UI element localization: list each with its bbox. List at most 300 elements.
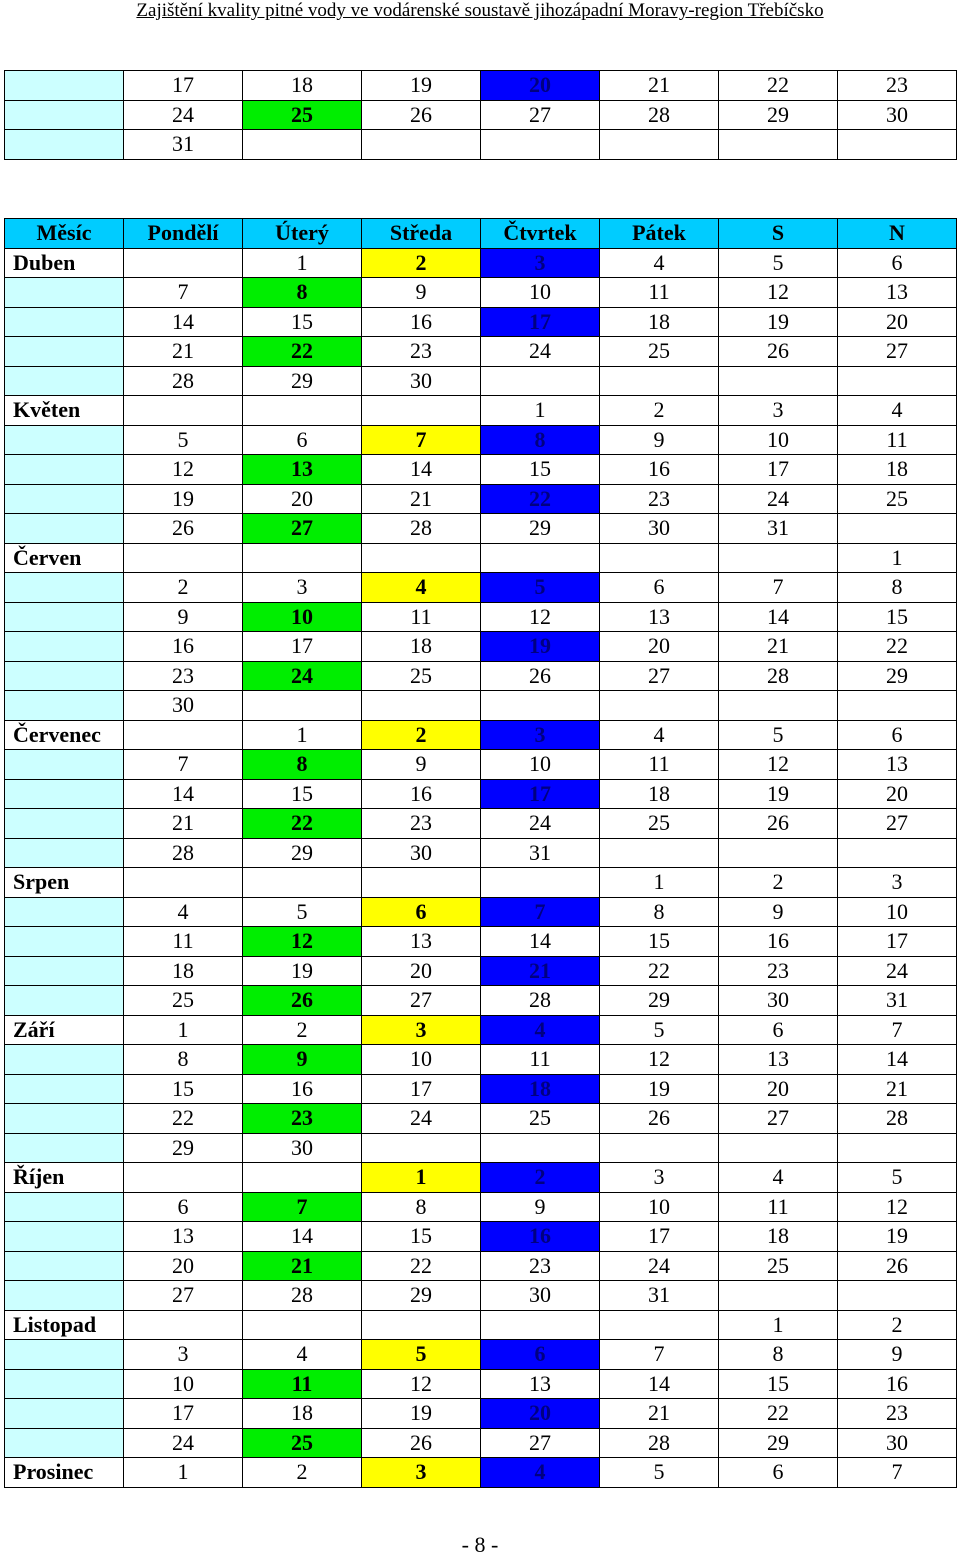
day-cell-highlighted-yellow: 3 [362, 1015, 481, 1045]
day-cell: 9 [600, 425, 719, 455]
day-cell: 31 [124, 130, 243, 160]
day-cell-highlighted-blue: 5 [481, 573, 600, 603]
day-cell: 24 [362, 1104, 481, 1134]
day-cell-highlighted-yellow: 4 [362, 573, 481, 603]
day-cell: 22 [719, 71, 838, 101]
month-cell-empty [5, 366, 124, 396]
day-cell-highlighted-yellow: 2 [362, 720, 481, 750]
day-cell: 29 [481, 514, 600, 544]
day-cell-highlighted-green: 22 [243, 337, 362, 367]
month-cell-empty [5, 956, 124, 986]
day-cell: 16 [719, 927, 838, 957]
day-cell: 16 [243, 1074, 362, 1104]
day-cell [243, 1163, 362, 1193]
day-cell: 24 [600, 1251, 719, 1281]
month-label: Červen [5, 543, 124, 573]
day-cell: 4 [124, 897, 243, 927]
month-cell-empty [5, 337, 124, 367]
day-cell-highlighted-green: 11 [243, 1369, 362, 1399]
day-cell: 15 [600, 927, 719, 957]
day-cell: 1 [600, 868, 719, 898]
calendar-week-row [5, 1192, 957, 1222]
calendar-week-row [5, 1222, 957, 1252]
month-cell-empty [5, 750, 124, 780]
day-cell-highlighted-yellow: 2 [362, 248, 481, 278]
day-cell [838, 130, 957, 160]
day-cell: 15 [481, 455, 600, 485]
day-cell [481, 691, 600, 721]
month-label: Duben [5, 248, 124, 278]
day-cell-highlighted-green: 24 [243, 661, 362, 691]
month-cell-empty [5, 1192, 124, 1222]
day-cell: 26 [600, 1104, 719, 1134]
day-cell: 8 [719, 1340, 838, 1370]
column-header: Středa [362, 219, 481, 249]
day-cell: 19 [600, 1074, 719, 1104]
day-cell: 24 [719, 484, 838, 514]
day-cell [600, 838, 719, 868]
calendar-week-row [5, 1369, 957, 1399]
day-cell: 12 [362, 1369, 481, 1399]
day-cell-highlighted-green: 25 [243, 1428, 362, 1458]
day-cell: 19 [362, 71, 481, 101]
day-cell: 9 [362, 278, 481, 308]
day-cell [600, 1133, 719, 1163]
day-cell: 29 [719, 100, 838, 130]
day-cell: 30 [838, 1428, 957, 1458]
day-cell: 17 [124, 1399, 243, 1429]
day-cell [481, 868, 600, 898]
day-cell: 7 [600, 1340, 719, 1370]
calendar-week-row [5, 543, 957, 573]
calendar-week-row [5, 927, 957, 957]
day-cell-highlighted-green: 8 [243, 278, 362, 308]
day-cell [124, 868, 243, 898]
calendar-week-row [5, 71, 957, 101]
day-cell: 28 [243, 1281, 362, 1311]
month-cell-empty [5, 809, 124, 839]
month-cell-empty [5, 779, 124, 809]
month-cell-empty [5, 1104, 124, 1134]
day-cell: 1 [243, 720, 362, 750]
day-cell: 10 [719, 425, 838, 455]
day-cell: 3 [719, 396, 838, 426]
day-cell: 18 [362, 632, 481, 662]
day-cell: 2 [600, 396, 719, 426]
calendar-week-row [5, 661, 957, 691]
day-cell: 7 [838, 1015, 957, 1045]
day-cell: 23 [719, 956, 838, 986]
day-cell: 20 [243, 484, 362, 514]
day-cell: 25 [362, 661, 481, 691]
day-cell: 27 [481, 1428, 600, 1458]
day-cell: 31 [719, 514, 838, 544]
day-cell: 3 [600, 1163, 719, 1193]
day-cell: 17 [124, 71, 243, 101]
document-title: Zajištění kvality pitné vody ve vodárenské soustavě jihozápadní Moravy-region Třebíčsko [136, 0, 824, 21]
day-cell [243, 396, 362, 426]
day-cell: 1 [124, 1458, 243, 1488]
day-cell [124, 1163, 243, 1193]
day-cell: 8 [600, 897, 719, 927]
day-cell [719, 366, 838, 396]
day-cell: 28 [362, 514, 481, 544]
day-cell: 1 [124, 1015, 243, 1045]
calendar-week-row [5, 484, 957, 514]
day-cell [600, 130, 719, 160]
day-cell: 1 [481, 396, 600, 426]
day-cell: 21 [719, 632, 838, 662]
calendar-week-row [5, 366, 957, 396]
day-cell [600, 366, 719, 396]
day-cell: 5 [719, 720, 838, 750]
day-cell-highlighted-green: 21 [243, 1251, 362, 1281]
day-cell-highlighted-yellow: 3 [362, 1458, 481, 1488]
month-cell-empty [5, 838, 124, 868]
day-cell: 8 [124, 1045, 243, 1075]
day-cell: 14 [719, 602, 838, 632]
day-cell [362, 396, 481, 426]
calendar-header-row [5, 219, 957, 249]
day-cell: 9 [481, 1192, 600, 1222]
calendar-week-row [5, 632, 957, 662]
day-cell: 28 [600, 1428, 719, 1458]
month-cell-empty [5, 1281, 124, 1311]
day-cell: 10 [481, 278, 600, 308]
month-cell-empty [5, 1340, 124, 1370]
day-cell: 9 [362, 750, 481, 780]
month-label: Prosinec [5, 1458, 124, 1488]
day-cell: 31 [600, 1281, 719, 1311]
calendar-week-row [5, 779, 957, 809]
month-label: Listopad [5, 1310, 124, 1340]
day-cell: 29 [719, 1428, 838, 1458]
calendar-week-row [5, 1340, 957, 1370]
calendar-week-row [5, 337, 957, 367]
day-cell: 22 [838, 632, 957, 662]
calendar-table [4, 218, 957, 1488]
day-cell: 4 [243, 1340, 362, 1370]
day-cell: 25 [719, 1251, 838, 1281]
calendar-week-row [5, 1458, 957, 1488]
day-cell-highlighted-green: 9 [243, 1045, 362, 1075]
day-cell [481, 543, 600, 573]
day-cell-highlighted-blue: 19 [481, 632, 600, 662]
day-cell: 2 [243, 1015, 362, 1045]
day-cell: 22 [124, 1104, 243, 1134]
day-cell: 10 [481, 750, 600, 780]
day-cell: 11 [600, 278, 719, 308]
day-cell-highlighted-yellow: 7 [362, 425, 481, 455]
day-cell-highlighted-blue: 8 [481, 425, 600, 455]
day-cell: 9 [124, 602, 243, 632]
month-cell-empty [5, 602, 124, 632]
day-cell [719, 130, 838, 160]
day-cell: 24 [124, 1428, 243, 1458]
day-cell-highlighted-blue: 4 [481, 1015, 600, 1045]
day-cell: 16 [124, 632, 243, 662]
day-cell: 14 [362, 455, 481, 485]
day-cell: 30 [719, 986, 838, 1016]
day-cell: 24 [124, 100, 243, 130]
day-cell: 23 [362, 337, 481, 367]
calendar-week-row [5, 1399, 957, 1429]
calendar-week-row [5, 1281, 957, 1311]
calendar-week-row [5, 1428, 957, 1458]
day-cell [600, 1310, 719, 1340]
day-cell: 26 [362, 100, 481, 130]
calendar-week-row [5, 1251, 957, 1281]
day-cell: 24 [481, 809, 600, 839]
day-cell [838, 838, 957, 868]
day-cell [124, 543, 243, 573]
day-cell [838, 514, 957, 544]
day-cell-highlighted-green: 10 [243, 602, 362, 632]
month-cell-empty [5, 307, 124, 337]
day-cell: 20 [600, 632, 719, 662]
day-cell: 21 [124, 809, 243, 839]
day-cell: 19 [838, 1222, 957, 1252]
day-cell-highlighted-blue: 22 [481, 484, 600, 514]
calendar-week-row [5, 1015, 957, 1045]
column-header: Úterý [243, 219, 362, 249]
day-cell: 23 [838, 71, 957, 101]
day-cell: 16 [600, 455, 719, 485]
day-cell: 6 [719, 1458, 838, 1488]
day-cell: 27 [481, 100, 600, 130]
day-cell: 27 [838, 809, 957, 839]
day-cell-highlighted-blue: 2 [481, 1163, 600, 1193]
day-cell: 28 [124, 838, 243, 868]
calendar-week-row [5, 248, 957, 278]
day-cell: 12 [600, 1045, 719, 1075]
day-cell-highlighted-blue: 17 [481, 307, 600, 337]
day-cell-highlighted-green: 13 [243, 455, 362, 485]
day-cell: 21 [600, 1399, 719, 1429]
day-cell-highlighted-blue: 20 [481, 1399, 600, 1429]
day-cell: 4 [838, 396, 957, 426]
day-cell: 5 [600, 1458, 719, 1488]
day-cell: 6 [124, 1192, 243, 1222]
day-cell: 19 [124, 484, 243, 514]
calendar-week-row [5, 130, 957, 160]
day-cell: 5 [600, 1015, 719, 1045]
day-cell: 4 [600, 248, 719, 278]
day-cell: 14 [243, 1222, 362, 1252]
day-cell: 30 [362, 838, 481, 868]
day-cell: 13 [124, 1222, 243, 1252]
month-label: Květen [5, 396, 124, 426]
month-cell-empty [5, 927, 124, 957]
day-cell-highlighted-blue: 6 [481, 1340, 600, 1370]
day-cell: 15 [719, 1369, 838, 1399]
day-cell: 25 [481, 1104, 600, 1134]
day-cell [243, 543, 362, 573]
day-cell: 22 [719, 1399, 838, 1429]
day-cell: 20 [719, 1074, 838, 1104]
day-cell: 5 [124, 425, 243, 455]
month-cell-empty [5, 897, 124, 927]
month-cell-empty [5, 100, 124, 130]
day-cell: 30 [124, 691, 243, 721]
day-cell: 21 [362, 484, 481, 514]
column-header: S [719, 219, 838, 249]
day-cell: 3 [838, 868, 957, 898]
day-cell: 11 [124, 927, 243, 957]
day-cell: 26 [481, 661, 600, 691]
day-cell: 21 [124, 337, 243, 367]
day-cell: 19 [719, 307, 838, 337]
day-cell: 17 [600, 1222, 719, 1252]
calendar-week-row [5, 1045, 957, 1075]
day-cell-highlighted-blue: 20 [481, 71, 600, 101]
day-cell: 15 [124, 1074, 243, 1104]
day-cell: 20 [838, 307, 957, 337]
day-cell: 28 [600, 100, 719, 130]
day-cell: 22 [362, 1251, 481, 1281]
day-cell: 12 [719, 750, 838, 780]
calendar-week-row [5, 1310, 957, 1340]
calendar-table-continued [4, 70, 957, 160]
day-cell: 10 [600, 1192, 719, 1222]
day-cell: 17 [838, 927, 957, 957]
day-cell: 11 [600, 750, 719, 780]
day-cell [481, 130, 600, 160]
day-cell: 14 [838, 1045, 957, 1075]
day-cell: 20 [362, 956, 481, 986]
day-cell: 12 [838, 1192, 957, 1222]
day-cell: 13 [362, 927, 481, 957]
day-cell: 8 [838, 573, 957, 603]
day-cell: 29 [362, 1281, 481, 1311]
day-cell: 13 [481, 1369, 600, 1399]
day-cell: 3 [243, 573, 362, 603]
month-cell-empty [5, 455, 124, 485]
day-cell [362, 691, 481, 721]
day-cell [243, 1310, 362, 1340]
month-cell-empty [5, 514, 124, 544]
day-cell: 13 [838, 750, 957, 780]
day-cell-highlighted-yellow: 1 [362, 1163, 481, 1193]
day-cell: 7 [124, 278, 243, 308]
month-cell-empty [5, 484, 124, 514]
day-cell: 22 [600, 956, 719, 986]
day-cell: 30 [362, 366, 481, 396]
day-cell: 14 [481, 927, 600, 957]
month-cell-empty [5, 1222, 124, 1252]
calendar-week-row [5, 1074, 957, 1104]
day-cell: 4 [600, 720, 719, 750]
month-cell-empty [5, 986, 124, 1016]
day-cell: 25 [600, 337, 719, 367]
day-cell: 18 [124, 956, 243, 986]
day-cell: 9 [838, 1340, 957, 1370]
day-cell: 23 [481, 1251, 600, 1281]
day-cell [362, 130, 481, 160]
month-cell-empty [5, 1133, 124, 1163]
day-cell: 23 [600, 484, 719, 514]
day-cell-highlighted-green: 23 [243, 1104, 362, 1134]
day-cell: 18 [838, 455, 957, 485]
month-cell-empty [5, 130, 124, 160]
month-label: Říjen [5, 1163, 124, 1193]
column-header: Měsíc [5, 219, 124, 249]
month-label: Září [5, 1015, 124, 1045]
day-cell: 25 [124, 986, 243, 1016]
column-header: N [838, 219, 957, 249]
day-cell-highlighted-green: 12 [243, 927, 362, 957]
day-cell: 10 [124, 1369, 243, 1399]
page-header [0, 0, 960, 28]
month-cell-empty [5, 71, 124, 101]
day-cell [838, 1133, 957, 1163]
day-cell: 20 [124, 1251, 243, 1281]
day-cell: 13 [600, 602, 719, 632]
day-cell: 28 [719, 661, 838, 691]
calendar-week-row [5, 750, 957, 780]
day-cell: 6 [243, 425, 362, 455]
calendar-week-row [5, 720, 957, 750]
month-cell-empty [5, 573, 124, 603]
day-cell: 16 [838, 1369, 957, 1399]
day-cell: 14 [124, 779, 243, 809]
day-cell: 15 [362, 1222, 481, 1252]
day-cell: 27 [124, 1281, 243, 1311]
day-cell: 19 [243, 956, 362, 986]
day-cell: 23 [838, 1399, 957, 1429]
day-cell: 11 [481, 1045, 600, 1075]
calendar-week-row [5, 307, 957, 337]
month-cell-empty [5, 1074, 124, 1104]
day-cell [719, 543, 838, 573]
day-cell: 19 [719, 779, 838, 809]
day-cell: 18 [243, 71, 362, 101]
day-cell: 10 [362, 1045, 481, 1075]
calendar-week-row [5, 1104, 957, 1134]
day-cell [600, 691, 719, 721]
month-cell-empty [5, 661, 124, 691]
day-cell: 9 [719, 897, 838, 927]
day-cell: 21 [838, 1074, 957, 1104]
day-cell: 5 [719, 248, 838, 278]
day-cell-highlighted-yellow: 6 [362, 897, 481, 927]
day-cell: 29 [243, 366, 362, 396]
day-cell: 6 [838, 720, 957, 750]
calendar-week-row [5, 868, 957, 898]
day-cell [124, 248, 243, 278]
day-cell: 12 [124, 455, 243, 485]
day-cell [719, 1281, 838, 1311]
column-header: Čtvrtek [481, 219, 600, 249]
day-cell [243, 130, 362, 160]
day-cell-highlighted-blue: 4 [481, 1458, 600, 1488]
day-cell: 11 [838, 425, 957, 455]
calendar-week-row [5, 1163, 957, 1193]
day-cell: 28 [124, 366, 243, 396]
day-cell-highlighted-blue: 21 [481, 956, 600, 986]
day-cell: 27 [600, 661, 719, 691]
day-cell: 27 [838, 337, 957, 367]
day-cell: 24 [481, 337, 600, 367]
day-cell: 1 [243, 248, 362, 278]
calendar-week-row [5, 278, 957, 308]
day-cell: 26 [362, 1428, 481, 1458]
day-cell: 7 [124, 750, 243, 780]
day-cell: 29 [838, 661, 957, 691]
day-cell: 15 [838, 602, 957, 632]
day-cell: 30 [600, 514, 719, 544]
day-cell: 6 [600, 573, 719, 603]
